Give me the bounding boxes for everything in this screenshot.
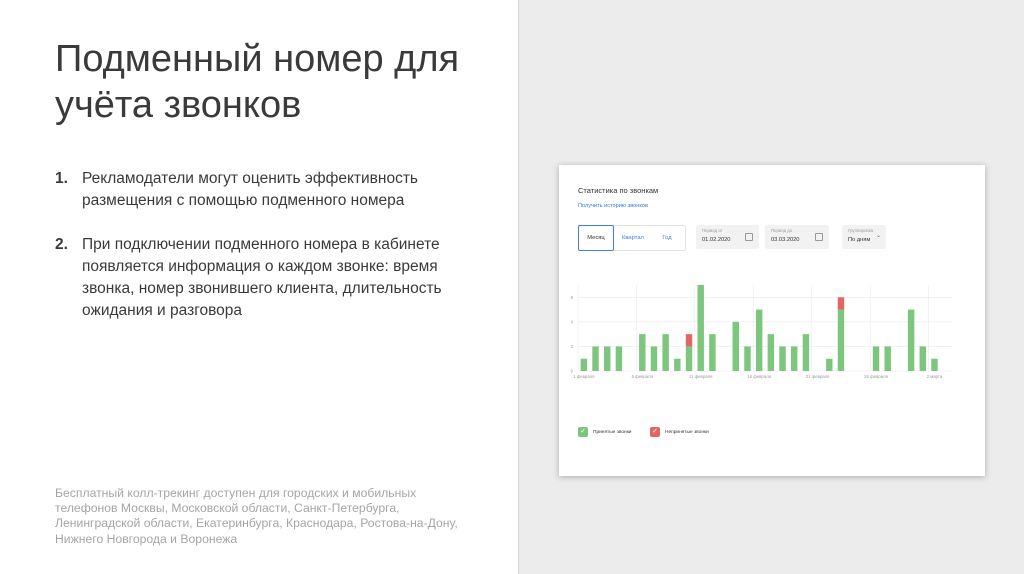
bar-answered	[733, 322, 739, 371]
bar-answered	[838, 310, 844, 371]
grouping-label: Группировка	[848, 228, 874, 233]
bar-answered	[592, 346, 598, 371]
legend-answered-label: Принятые звонки	[593, 429, 632, 435]
x-tick-label: 6 февраля	[631, 374, 653, 379]
bar-missed	[838, 297, 844, 309]
y-tick-label: 0	[570, 368, 573, 374]
x-tick-label: 11 февраля	[688, 374, 713, 379]
list-text: Рекламодатели могут оценить эффективность размещения с помощью подменного номера	[82, 170, 419, 209]
legend-missed[interactable]	[650, 427, 709, 437]
bar-answered	[920, 346, 926, 371]
y-tick-label: 4	[570, 319, 573, 325]
x-tick-label: 21 февраля	[805, 374, 830, 379]
tab-year[interactable]: Год	[662, 235, 672, 241]
bar-answered	[709, 334, 715, 371]
legend-missed-label: Непринятые звонки	[665, 429, 709, 435]
y-tick-label: 6	[570, 294, 573, 300]
bar-answered	[674, 359, 680, 371]
list-item	[55, 168, 485, 212]
bar-answered	[826, 359, 832, 371]
panel-divider	[518, 0, 520, 574]
list-item	[55, 234, 485, 322]
bar-answered	[768, 334, 774, 371]
bar-answered	[885, 346, 891, 371]
calls-bar-chart	[559, 165, 985, 405]
stats-title: Статистика по звонкам	[578, 186, 659, 195]
tab-quarter[interactable]: Квартал	[622, 235, 644, 241]
bar-answered	[616, 346, 622, 371]
chevron-down-icon: ⌄	[875, 233, 881, 239]
period-from-label: Период от	[702, 228, 723, 233]
bar-answered	[873, 346, 879, 371]
feature-list	[55, 168, 485, 344]
bar-answered	[756, 310, 762, 371]
history-link[interactable]: Получить историю звонков	[578, 203, 648, 209]
bar-answered	[908, 310, 914, 371]
bar-answered	[791, 346, 797, 371]
check-icon: ✓	[578, 427, 588, 437]
y-tick-label: 2	[570, 343, 573, 349]
tab-month[interactable]: Месяц	[578, 225, 614, 251]
bar-missed	[686, 334, 692, 346]
bar-answered	[744, 346, 750, 371]
list-text: При подключении подменного номера в кабинете появляется информация о каждом звонке: время звонка, номер звонившего клиента, длительность ожидания и разговора	[82, 236, 442, 319]
bar-answered	[779, 346, 785, 371]
x-tick-label: 26 февраля	[864, 374, 888, 379]
check-icon: ✓	[650, 427, 660, 437]
bar-answered	[662, 334, 668, 371]
x-tick-label: 2 марта	[926, 374, 943, 379]
bar-answered	[604, 346, 610, 371]
list-number: 2.	[55, 236, 68, 253]
footnote: Бесплатный колл-трекинг доступен для городских и мобильных телефонов Москвы, Московской области, Санкт-Петербурга, Ленинградской области, Екатеринбурга, Краснодара, Ростова-на-Дону, Нижнего Новгорода и Воронежа	[55, 486, 458, 546]
stats-card	[559, 165, 985, 476]
bar-answered	[581, 359, 587, 371]
bar-answered	[931, 359, 937, 371]
list-number: 1.	[55, 170, 68, 187]
bar-answered	[686, 346, 692, 371]
period-from-value: 01.02.2020	[702, 237, 731, 243]
grouping-value: По дням	[848, 237, 871, 243]
slide-title: Подменный номер для учёта звонков	[55, 38, 460, 126]
bar-answered	[698, 285, 704, 371]
period-to-value: 03.03.2020	[771, 237, 800, 243]
bar-answered	[803, 334, 809, 371]
bar-answered	[651, 346, 657, 371]
bar-answered	[639, 334, 645, 371]
x-tick-label: 1 февраля	[573, 374, 595, 379]
legend-answered[interactable]	[578, 427, 631, 437]
x-tick-label: 16 февраля	[747, 374, 772, 379]
period-to-label: Период до	[771, 228, 793, 233]
